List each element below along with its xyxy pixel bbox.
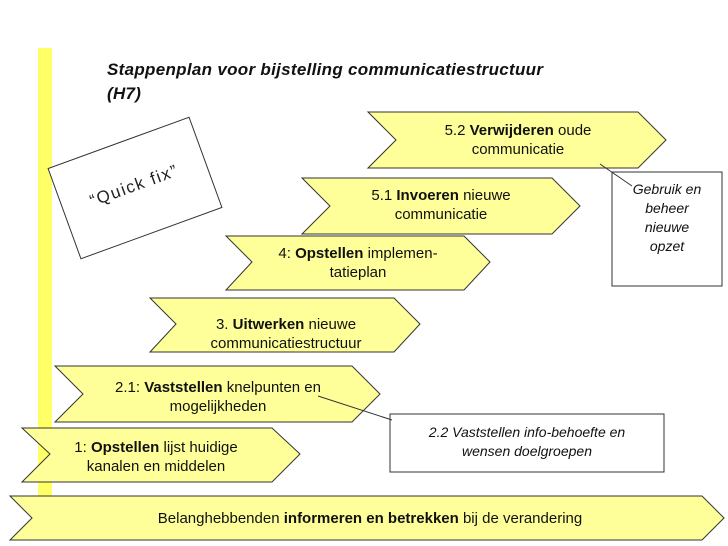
label-step-5-1: 5.1 Invoeren nieuwe communicatie (371, 187, 511, 223)
label-step-1: 1: Opstellen lijst huidige kanalen en middelen (74, 439, 238, 475)
title-line-2: (H7) (107, 84, 142, 103)
page-title (107, 58, 543, 106)
label-step-5-2: 5.2 Verwijderen oude communicatie (444, 122, 592, 158)
quick-fix-label: “Quick fix” (87, 160, 182, 211)
label-step-2-1: 2.1: Vaststellen knelpunten en mogelijkheden (115, 379, 321, 415)
callout-right-text: Gebruik en beheer nieuwe opzet (632, 181, 702, 254)
bottom-bar-label: Belanghebbenden informeren en betrekken bij de verandering (157, 510, 583, 527)
label-step-4: 4: Opstellen implemen- tatieplan (278, 245, 438, 281)
callout-2-2-text: 2.2 Vaststellen info-behoefte en wensen doelgroepen (428, 424, 626, 459)
label-step-3: 3. Uitwerken nieuwe communicatiestructuur (210, 316, 362, 352)
title-line-1: Stappenplan voor bijstelling communicatiestructuur (107, 60, 544, 79)
